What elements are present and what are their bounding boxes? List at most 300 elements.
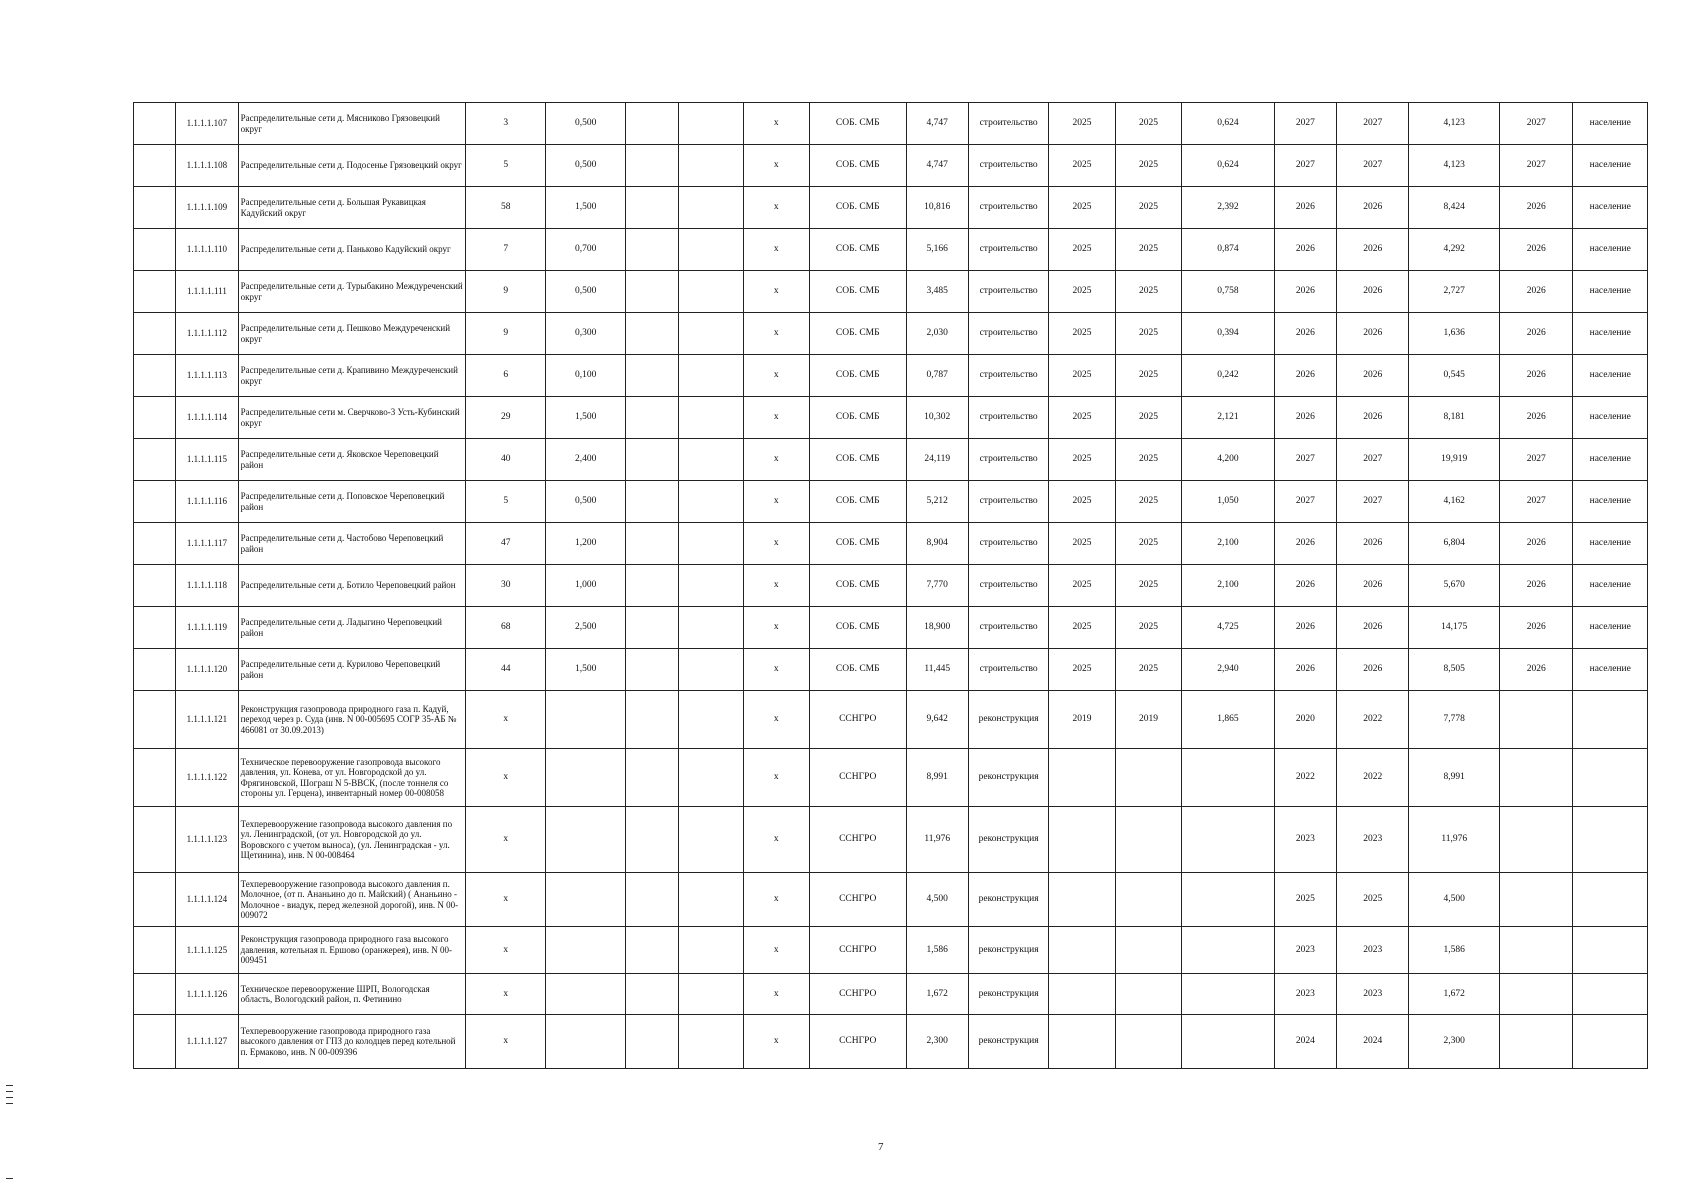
table-cell: 2025: [1049, 103, 1115, 145]
table-cell: население: [1573, 229, 1648, 271]
table-cell: 9: [465, 313, 545, 355]
table-cell: [134, 187, 176, 229]
table-cell: [1182, 873, 1275, 927]
table-cell: 2026: [1274, 313, 1336, 355]
table-cell: 2026: [1274, 649, 1336, 691]
table-cell: 1,500: [546, 649, 625, 691]
table-cell: [1049, 807, 1115, 873]
table-cell: 2026: [1274, 355, 1336, 397]
table-cell: 1.1.1.1.122: [176, 749, 238, 807]
table-cell: Распределительные сети д. Пешково Междуреченский округ: [238, 313, 465, 355]
table-cell: строительство: [968, 649, 1048, 691]
table-cell: реконструкция: [968, 927, 1048, 974]
table-cell: 40: [465, 439, 545, 481]
table-cell: 2026: [1500, 607, 1573, 649]
table-cell: ССНГРО: [809, 974, 906, 1015]
table-cell: СОБ. СМБ: [809, 187, 906, 229]
table-cell: 1.1.1.1.112: [176, 313, 238, 355]
table-cell: Распределительные сети д. Яковское Череповецкий район: [238, 439, 465, 481]
table-cell: 8,505: [1409, 649, 1500, 691]
table-cell: [1500, 927, 1573, 974]
table-cell: [134, 397, 176, 439]
table-cell: 44: [465, 649, 545, 691]
table-cell: 6: [465, 355, 545, 397]
table-cell: x: [465, 1015, 545, 1069]
table-cell: [1115, 749, 1181, 807]
table-cell: 2,727: [1409, 271, 1500, 313]
table-cell: 2025: [1049, 145, 1115, 187]
table-cell: строительство: [968, 103, 1048, 145]
table-cell: 2025: [1049, 229, 1115, 271]
table-cell: 4,200: [1182, 439, 1275, 481]
table-cell: 1.1.1.1.120: [176, 649, 238, 691]
table-cell: 2026: [1337, 565, 1409, 607]
table-cell: население: [1573, 187, 1648, 229]
table-cell: 2027: [1274, 481, 1336, 523]
table-cell: 1.1.1.1.110: [176, 229, 238, 271]
table-cell: 1,500: [546, 187, 625, 229]
table-cell: 4,500: [1409, 873, 1500, 927]
table-cell: 2023: [1337, 974, 1409, 1015]
table-cell: 2025: [1049, 313, 1115, 355]
table-cell: 2,030: [906, 313, 968, 355]
table-cell: x: [743, 187, 809, 229]
table-cell: 0,624: [1182, 145, 1275, 187]
table-cell: СОБ. СМБ: [809, 565, 906, 607]
table-cell: x: [743, 355, 809, 397]
table-cell: x: [743, 271, 809, 313]
table-cell: 2026: [1274, 565, 1336, 607]
table-cell: 1.1.1.1.111: [176, 271, 238, 313]
table-cell: [625, 749, 678, 807]
table-cell: x: [465, 691, 545, 749]
table-cell: 2,940: [1182, 649, 1275, 691]
table-cell: 2025: [1115, 187, 1181, 229]
table-cell: 1.1.1.1.126: [176, 974, 238, 1015]
table-cell: 2025: [1049, 271, 1115, 313]
table-cell: ССНГРО: [809, 873, 906, 927]
table-cell: [546, 691, 625, 749]
table-cell: [625, 807, 678, 873]
table-cell: 2026: [1274, 607, 1336, 649]
table-cell: Распределительные сети д. Крапивино Междуреченский округ: [238, 355, 465, 397]
table-cell: Распределительные сети д. Паньково Кадуйский округ: [238, 229, 465, 271]
table-cell: [679, 103, 743, 145]
scan-margin-mark: [6, 1097, 13, 1098]
table-cell: 1.1.1.1.121: [176, 691, 238, 749]
table-cell: Распределительные сети д. Подосенье Грязовецкий округ: [238, 145, 465, 187]
table-cell: Распределительные сети д. Турыбакино Междуреченский округ: [238, 271, 465, 313]
table-cell: [546, 807, 625, 873]
table-cell: [625, 103, 678, 145]
table-cell: 2027: [1500, 439, 1573, 481]
table-cell: 0,242: [1182, 355, 1275, 397]
table-cell: x: [465, 927, 545, 974]
table-cell: [679, 481, 743, 523]
table-cell: 2025: [1115, 565, 1181, 607]
table-cell: [625, 397, 678, 439]
table-cell: x: [743, 691, 809, 749]
table-cell: 2025: [1049, 523, 1115, 565]
table-cell: 3: [465, 103, 545, 145]
table-cell: x: [743, 565, 809, 607]
table-cell: 2027: [1500, 103, 1573, 145]
table-cell: 5,166: [906, 229, 968, 271]
table-cell: 7: [465, 229, 545, 271]
table-row: [134, 145, 1648, 187]
table-cell: 2026: [1337, 607, 1409, 649]
table-cell: СОБ. СМБ: [809, 439, 906, 481]
table-cell: 2022: [1337, 749, 1409, 807]
table-cell: население: [1573, 565, 1648, 607]
table-cell: Реконструкция газопровода природного газа высокого давления, котельная п. Ершово (оранжерея), инв. N 00-009451: [238, 927, 465, 974]
table-cell: [625, 229, 678, 271]
table-cell: [1115, 807, 1181, 873]
table-cell: [625, 271, 678, 313]
table-cell: [546, 1015, 625, 1069]
table-cell: [679, 927, 743, 974]
table-cell: [1115, 873, 1181, 927]
table-cell: население: [1573, 103, 1648, 145]
table-cell: строительство: [968, 397, 1048, 439]
table-cell: [625, 565, 678, 607]
table-row: [134, 397, 1648, 439]
table-cell: 2026: [1337, 397, 1409, 439]
table-cell: население: [1573, 439, 1648, 481]
table-cell: x: [743, 229, 809, 271]
table-cell: [625, 523, 678, 565]
table-cell: 2024: [1337, 1015, 1409, 1069]
table-cell: [134, 565, 176, 607]
table-cell: СОБ. СМБ: [809, 397, 906, 439]
table-cell: [1500, 807, 1573, 873]
table-cell: 2025: [1115, 103, 1181, 145]
table-cell: Распределительные сети д. Частобово Череповецкий район: [238, 523, 465, 565]
table-cell: x: [743, 397, 809, 439]
table-cell: [134, 313, 176, 355]
table-cell: [134, 691, 176, 749]
table-cell: ССНГРО: [809, 749, 906, 807]
table-cell: 1.1.1.1.125: [176, 927, 238, 974]
table-cell: [625, 355, 678, 397]
table-cell: [134, 439, 176, 481]
table-cell: 2025: [1115, 523, 1181, 565]
table-cell: 2025: [1115, 649, 1181, 691]
table-cell: 0,787: [906, 355, 968, 397]
table-cell: строительство: [968, 439, 1048, 481]
table-cell: [625, 313, 678, 355]
table-cell: [1573, 873, 1648, 927]
table-cell: [679, 607, 743, 649]
table-cell: ССНГРО: [809, 1015, 906, 1069]
table-cell: 9: [465, 271, 545, 313]
table-cell: 1.1.1.1.118: [176, 565, 238, 607]
table-cell: 2025: [1049, 565, 1115, 607]
table-cell: 2022: [1274, 749, 1336, 807]
table-cell: 68: [465, 607, 545, 649]
table-cell: 5,670: [1409, 565, 1500, 607]
table-cell: 1,672: [1409, 974, 1500, 1015]
table-cell: 1.1.1.1.127: [176, 1015, 238, 1069]
table-cell: 1.1.1.1.109: [176, 187, 238, 229]
table-cell: [134, 229, 176, 271]
table-cell: [1500, 974, 1573, 1015]
table-cell: [1182, 807, 1275, 873]
table-cell: 0,394: [1182, 313, 1275, 355]
table-cell: [1115, 1015, 1181, 1069]
table-cell: 58: [465, 187, 545, 229]
table-cell: строительство: [968, 481, 1048, 523]
table-cell: население: [1573, 145, 1648, 187]
table-cell: СОБ. СМБ: [809, 649, 906, 691]
table-cell: 2025: [1049, 649, 1115, 691]
scan-margin-mark: [6, 1085, 13, 1086]
table-cell: 8,904: [906, 523, 968, 565]
table-cell: x: [465, 807, 545, 873]
table-cell: [679, 355, 743, 397]
table-cell: 2,121: [1182, 397, 1275, 439]
scan-margin-mark: [6, 1091, 13, 1092]
table-cell: 2023: [1274, 807, 1336, 873]
table-cell: [679, 1015, 743, 1069]
table-cell: 2027: [1274, 145, 1336, 187]
table-cell: [1500, 873, 1573, 927]
table-cell: СОБ. СМБ: [809, 271, 906, 313]
table-cell: [1049, 749, 1115, 807]
table-cell: 1.1.1.1.123: [176, 807, 238, 873]
table-cell: 4,500: [906, 873, 968, 927]
table-cell: [1049, 927, 1115, 974]
table-cell: 2025: [1115, 145, 1181, 187]
table-cell: [1573, 749, 1648, 807]
table-cell: x: [743, 927, 809, 974]
table-cell: 7,778: [1409, 691, 1500, 749]
table-cell: 2,300: [906, 1015, 968, 1069]
table-cell: 1,586: [1409, 927, 1500, 974]
table-cell: Распределительные сети д. Ладыгино Череповецкий район: [238, 607, 465, 649]
table-cell: [679, 873, 743, 927]
table-cell: x: [465, 749, 545, 807]
table-cell: реконструкция: [968, 1015, 1048, 1069]
table-cell: 2027: [1337, 439, 1409, 481]
table-cell: СОБ. СМБ: [809, 355, 906, 397]
table-cell: 2026: [1500, 397, 1573, 439]
table-row: [134, 103, 1648, 145]
table-cell: 2,300: [1409, 1015, 1500, 1069]
table-cell: население: [1573, 397, 1648, 439]
table-row: [134, 749, 1648, 807]
table-cell: Техперевооружение газопровода высокого давления п. Молочное, (от п. Ананьино до п. Майский) ( Ананьино - Молочное - виадук, перед железной дорогой), инв. N 00-009072: [238, 873, 465, 927]
table-cell: x: [743, 1015, 809, 1069]
table-cell: 8,181: [1409, 397, 1500, 439]
table-cell: x: [465, 974, 545, 1015]
table-cell: 24,119: [906, 439, 968, 481]
table-cell: 1.1.1.1.107: [176, 103, 238, 145]
table-row: [134, 807, 1648, 873]
table-cell: 2025: [1115, 481, 1181, 523]
table-cell: [679, 271, 743, 313]
table-cell: Распределительные сети д. Поповское Череповецкий район: [238, 481, 465, 523]
table-cell: 2025: [1115, 271, 1181, 313]
table-cell: 0,500: [546, 481, 625, 523]
table-cell: строительство: [968, 229, 1048, 271]
table-cell: строительство: [968, 313, 1048, 355]
table-cell: ССНГРО: [809, 927, 906, 974]
table-cell: 9,642: [906, 691, 968, 749]
table-cell: 1,500: [546, 397, 625, 439]
table-cell: 2023: [1337, 927, 1409, 974]
table-cell: 2023: [1337, 807, 1409, 873]
table-cell: [134, 873, 176, 927]
table-cell: 2020: [1274, 691, 1336, 749]
table-cell: [546, 927, 625, 974]
table-cell: Распределительные сети д. Большая Рукавицкая Кадуйский округ: [238, 187, 465, 229]
table-cell: 2,400: [546, 439, 625, 481]
table-cell: 2,500: [546, 607, 625, 649]
table-cell: 2026: [1500, 649, 1573, 691]
table-cell: 2019: [1115, 691, 1181, 749]
table-cell: 2027: [1274, 439, 1336, 481]
table-cell: [679, 565, 743, 607]
table-cell: 30: [465, 565, 545, 607]
table-cell: реконструкция: [968, 873, 1048, 927]
table-cell: 2027: [1500, 145, 1573, 187]
table-cell: 47: [465, 523, 545, 565]
table-cell: x: [743, 523, 809, 565]
table-cell: 2026: [1274, 187, 1336, 229]
table-row: [134, 523, 1648, 565]
table-cell: Распределительные сети д. Ботило Череповецкий район: [238, 565, 465, 607]
table-cell: 2026: [1500, 187, 1573, 229]
table-cell: 2026: [1337, 355, 1409, 397]
table-cell: 1,050: [1182, 481, 1275, 523]
table-cell: 19,919: [1409, 439, 1500, 481]
table-cell: реконструкция: [968, 749, 1048, 807]
table-cell: население: [1573, 649, 1648, 691]
table-cell: население: [1573, 271, 1648, 313]
table-cell: [1182, 974, 1275, 1015]
table-cell: СОБ. СМБ: [809, 229, 906, 271]
table-cell: x: [465, 873, 545, 927]
table-cell: 14,175: [1409, 607, 1500, 649]
table-cell: реконструкция: [968, 974, 1048, 1015]
table-cell: 0,500: [546, 271, 625, 313]
table-cell: 1,200: [546, 523, 625, 565]
table-cell: 2026: [1500, 355, 1573, 397]
table-cell: 2026: [1500, 523, 1573, 565]
table-cell: 2026: [1500, 229, 1573, 271]
table-cell: 2022: [1337, 691, 1409, 749]
table-cell: 5: [465, 481, 545, 523]
table-cell: 2026: [1337, 523, 1409, 565]
table-cell: 2025: [1049, 607, 1115, 649]
table-cell: [679, 313, 743, 355]
table-cell: строительство: [968, 271, 1048, 313]
table-cell: 1.1.1.1.117: [176, 523, 238, 565]
table-row: [134, 271, 1648, 313]
table-cell: 1,586: [906, 927, 968, 974]
table-row: [134, 439, 1648, 481]
table-cell: 4,162: [1409, 481, 1500, 523]
table-row: [134, 927, 1648, 974]
table-cell: Распределительные сети д. Мясниково Грязовецкий округ: [238, 103, 465, 145]
table-cell: 2025: [1049, 397, 1115, 439]
table-cell: 4,123: [1409, 103, 1500, 145]
table-row: [134, 974, 1648, 1015]
table-cell: 2026: [1337, 187, 1409, 229]
table-cell: 1.1.1.1.113: [176, 355, 238, 397]
table-cell: 2025: [1115, 439, 1181, 481]
table-cell: 5: [465, 145, 545, 187]
table-cell: строительство: [968, 565, 1048, 607]
table-cell: x: [743, 749, 809, 807]
table-cell: строительство: [968, 145, 1048, 187]
table-cell: [134, 749, 176, 807]
table-cell: [134, 523, 176, 565]
table-cell: [679, 187, 743, 229]
table-cell: [134, 1015, 176, 1069]
table-cell: [1182, 1015, 1275, 1069]
table-row: [134, 229, 1648, 271]
table-cell: 2,100: [1182, 565, 1275, 607]
table-cell: Техперевооружение газопровода высокого давления по ул. Ленинградской, (от ул. Новгородской до ул. Воровского с учетом выноса), (ул. Ленинградская - ул. Щетинина), инв. N 00-008464: [238, 807, 465, 873]
table-cell: 2026: [1274, 271, 1336, 313]
table-cell: 0,100: [546, 355, 625, 397]
table-row: [134, 691, 1648, 749]
table-cell: [546, 974, 625, 1015]
table-cell: x: [743, 481, 809, 523]
table-cell: 11,976: [906, 807, 968, 873]
table-cell: 4,123: [1409, 145, 1500, 187]
table-cell: [134, 145, 176, 187]
table-cell: СОБ. СМБ: [809, 313, 906, 355]
table-cell: 0,545: [1409, 355, 1500, 397]
table-cell: [679, 439, 743, 481]
table-cell: 2025: [1115, 313, 1181, 355]
table-cell: 1.1.1.1.124: [176, 873, 238, 927]
table-cell: население: [1573, 607, 1648, 649]
table-cell: [134, 607, 176, 649]
table-cell: [134, 807, 176, 873]
table-cell: население: [1573, 523, 1648, 565]
table-cell: [1182, 927, 1275, 974]
table-cell: 4,747: [906, 145, 968, 187]
table-cell: 2026: [1337, 313, 1409, 355]
table-cell: СОБ. СМБ: [809, 145, 906, 187]
table-cell: 1,865: [1182, 691, 1275, 749]
table-cell: [134, 649, 176, 691]
table-cell: ССНГРО: [809, 691, 906, 749]
table-cell: строительство: [968, 523, 1048, 565]
table-cell: [679, 749, 743, 807]
table-cell: [625, 873, 678, 927]
table-cell: 0,500: [546, 103, 625, 145]
table-cell: x: [743, 974, 809, 1015]
table-cell: 2026: [1500, 565, 1573, 607]
table-cell: x: [743, 439, 809, 481]
table-cell: [625, 439, 678, 481]
table-cell: 0,500: [546, 145, 625, 187]
table-cell: 4,747: [906, 103, 968, 145]
table-cell: [1500, 749, 1573, 807]
table-cell: 2026: [1337, 271, 1409, 313]
table-cell: 2025: [1115, 229, 1181, 271]
scan-margin-mark: [6, 1103, 13, 1104]
table-cell: СОБ. СМБ: [809, 103, 906, 145]
table-cell: 0,300: [546, 313, 625, 355]
table-cell: 0,874: [1182, 229, 1275, 271]
data-table: [133, 102, 1648, 1069]
